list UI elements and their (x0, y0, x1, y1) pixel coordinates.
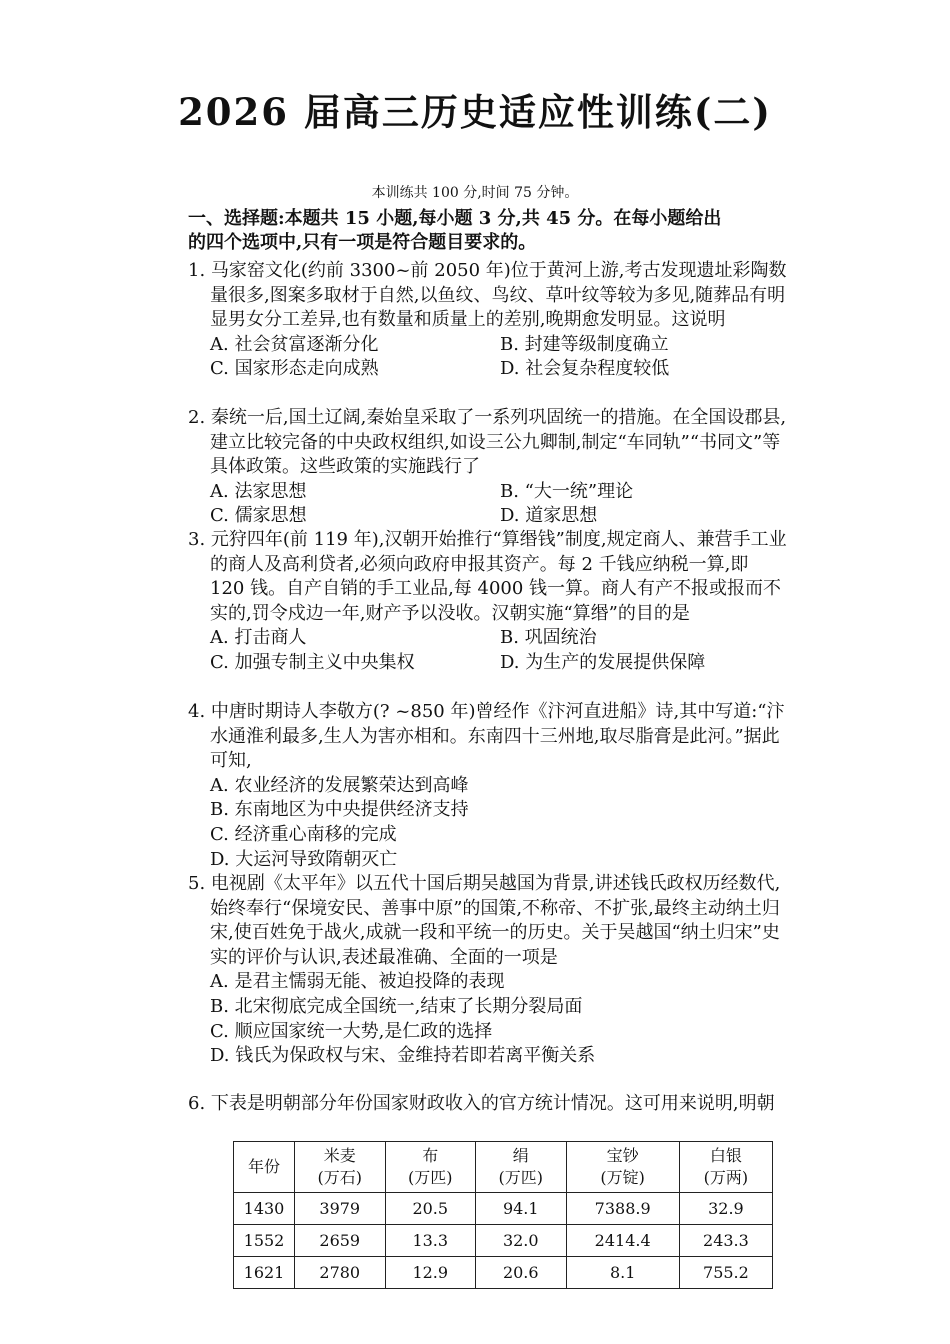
table-cell: 2414.4 (566, 1225, 679, 1257)
table-cell: 755.2 (679, 1257, 772, 1289)
section-heading-line: 一、选择题:本题共 15 小题,每小题 3 分,共 45 分。在每小题给出 (188, 208, 722, 229)
question-stem: 1. 马家窑文化(约前 3300~前 2050 年)位于黄河上游,考古发现遗址彩陶数量很多,图案多取材于自然,以鱼纹、鸟纹、草叶纹等较为多见,随葬品有明显男女分工差异,也有数量和质量上的差别,晚期愈发明显。这说明 (188, 260, 787, 331)
finance-table (233, 1141, 773, 1289)
option-b: B. 封建等级制度确立 (500, 333, 669, 355)
page-title: 2026 届高三历史适应性训练(二) (178, 90, 772, 134)
option-d: D. 社会复杂程度较低 (500, 358, 670, 380)
table-cell: 2659 (295, 1225, 386, 1257)
exam-info: 本训练共 100 分,时间 75 分钟。 (371, 185, 579, 201)
option-b: B. “大一统”理论 (500, 480, 634, 502)
option-a: A. 是君主懦弱无能、被迫投降的表现 (210, 971, 505, 993)
table-cell: 94.1 (476, 1193, 567, 1225)
table-cell: 1552 (234, 1225, 295, 1257)
option-d: D. 大运河导致隋朝灭亡 (210, 848, 398, 870)
question-stem: 5. 电视剧《太平年》以五代十国后期吴越国为背景,讲述钱氏政权历经数代,始终奉行“保境安民、善事中原”的国策,不称帝、不扩张,最终主动纳土归宋,使百姓免于战火,成就一段和平统一的历史。关于吴越国“纳土归宋”史实的评价与认识,表述最准确、全面的一项是 (188, 873, 781, 968)
option-a: A. 社会贫富逐渐分化 (210, 333, 379, 355)
option-a: A. 打击商人 (210, 627, 307, 649)
table-cell: 7388.9 (566, 1193, 679, 1225)
table-row (234, 1193, 773, 1225)
option-d: D. 为生产的发展提供保障 (500, 651, 706, 673)
table-header: 布 (万匹) (385, 1142, 476, 1193)
table-cell: 13.3 (385, 1225, 476, 1257)
table-cell: 32.0 (476, 1225, 567, 1257)
question-stem: 2. 秦统一后,国土辽阔,秦始皇采取了一系列巩固统一的措施。在全国设郡县,建立比较完备的中央政权组织,如设三公九卿制,制定“车同轨”“书同文”等具体政策。这些政策的实施践行了 (188, 407, 787, 478)
question-4 (188, 700, 788, 872)
option-c: C. 经济重心南移的完成 (210, 823, 397, 845)
question-2 (188, 406, 788, 529)
table-cell: 243.3 (679, 1225, 772, 1257)
option-c: C. 儒家思想 (210, 505, 307, 527)
table-cell: 32.9 (679, 1193, 772, 1225)
table-header: 宝钞 (万锭) (566, 1142, 679, 1193)
option-b: B. 东南地区为中央提供经济支持 (210, 799, 469, 821)
option-a: A. 法家思想 (210, 480, 307, 502)
option-d: D. 道家思想 (500, 505, 598, 527)
section-heading (188, 207, 788, 255)
question-stem: 6. 下表是明朝部分年份国家财政收入的官方统计情况。这可用来说明,明朝 (188, 1093, 775, 1114)
table-header: 米麦 (万石) (295, 1142, 386, 1193)
question-6 (188, 1092, 788, 1117)
option-b: B. 北宋彻底完成全国统一,结束了长期分裂局面 (210, 995, 583, 1017)
table-row (234, 1225, 773, 1257)
table-cell: 2780 (295, 1257, 386, 1289)
question-5 (188, 872, 788, 1068)
question-stem: 4. 中唐时期诗人李敬方(? ~850 年)曾经作《汴河直进船》诗,其中写道:“汴水通淮利最多,生人为害亦相和。东南四十三州地,取尽脂膏是此河。”据此可知, (188, 701, 785, 772)
option-b: B. 巩固统治 (500, 627, 597, 649)
question-1 (188, 259, 788, 382)
table-cell: 1621 (234, 1257, 295, 1289)
table-header-row (234, 1142, 773, 1193)
table-cell: 20.5 (385, 1193, 476, 1225)
table-header: 绢 (万匹) (476, 1142, 567, 1193)
option-c: C. 国家形态走向成熟 (210, 358, 379, 380)
option-c: C. 顺应国家统一大势,是仁政的选择 (210, 1020, 493, 1042)
option-d: D. 钱氏为保政权与宋、金维持若即若离平衡关系 (210, 1045, 596, 1067)
question-stem: 3. 元狩四年(前 119 年),汉朝开始推行“算缗钱”制度,规定商人、兼营手工业的商人及高利贷者,必须向政府申报其资产。每 2 千钱应纳税一算,即 120 钱。自产自销的手工业品,每 4000 钱一算。商人有产不报或报而不实的,罚令戍边一年,财产予以没收。汉朝实施“算缗”的目的是 (188, 529, 787, 624)
option-a: A. 农业经济的发展繁荣达到高峰 (210, 774, 469, 796)
table-cell: 1430 (234, 1193, 295, 1225)
table-header: 年份 (234, 1142, 295, 1193)
option-c: C. 加强专制主义中央集权 (210, 651, 415, 673)
table-cell: 20.6 (476, 1257, 567, 1289)
section-heading-line: 的四个选项中,只有一项是符合题目要求的。 (188, 232, 537, 253)
table-row (234, 1257, 773, 1289)
table-cell: 8.1 (566, 1257, 679, 1289)
table-cell: 3979 (295, 1193, 386, 1225)
question-3 (188, 528, 788, 675)
table-header: 白银 (万两) (679, 1142, 772, 1193)
table-cell: 12.9 (385, 1257, 476, 1289)
